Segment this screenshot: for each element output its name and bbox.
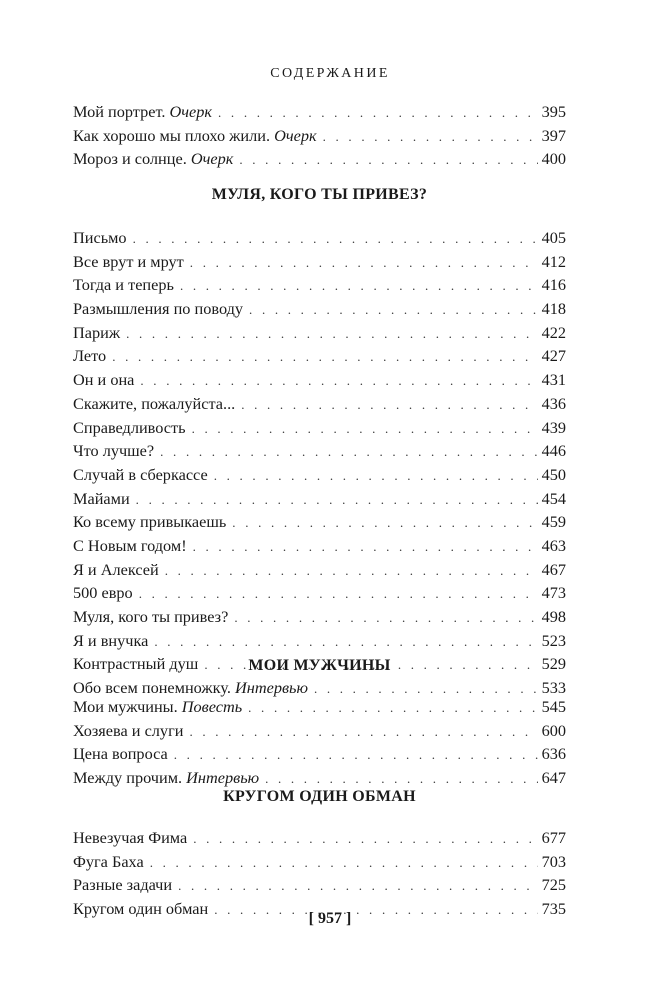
dot-leader [232,511,537,535]
entry-title-text: Муля, кого ты привез? [73,607,229,626]
toc-section-essays [73,100,566,171]
dot-leader [189,720,537,744]
dot-leader [150,851,538,875]
entry-title-text: Между прочим. [73,768,183,788]
dot-leader [112,345,537,369]
entry-title-text: Мороз и солнце. [73,149,187,169]
dot-leader [160,440,537,464]
entry-title [73,100,212,124]
toc-entry [73,605,566,629]
toc-entry [73,719,566,743]
toc-entry [73,826,566,850]
toc-entry [73,558,566,582]
entry-page-number: 467 [541,559,566,579]
entry-title-text: Цена вопроса [73,744,168,764]
toc-entry [73,392,566,416]
entry-page-number: 463 [541,535,566,555]
dot-leader [136,488,538,512]
entry-title-text: Ко всему привыкаешь [73,512,227,532]
entry-title [73,392,235,416]
entry-page-number: 405 [541,228,566,247]
entry-page-number: 446 [541,441,566,461]
toc-section-men [73,655,566,790]
entry-title-text: Он и она [73,370,135,390]
dot-leader [193,827,537,851]
entry-title [73,416,186,440]
toc-entry [73,273,566,297]
entry-title [73,439,154,463]
entry-title [73,534,187,558]
toc-section-mulya [73,184,566,700]
entry-title [73,581,133,605]
entry-title-text: Майами [73,488,130,508]
toc-entry [73,510,566,534]
entry-title-text: Контрастный душ [73,654,199,674]
entry-title-text: Я и внучка [73,630,149,650]
toc-entry [73,124,566,148]
entry-title-text: Все врут и мрут [73,251,184,271]
entry-title [73,695,242,719]
dot-leader [140,369,537,393]
dot-leader [133,227,538,251]
entry-page-number: 450 [541,464,566,484]
entry-title [73,719,183,743]
toc-entries [73,695,566,790]
toc-entry [73,147,566,171]
entry-title [73,873,172,897]
entry-title [73,510,226,534]
entry-page-number: 431 [541,370,566,390]
entry-page-number: 636 [541,744,566,764]
entry-genre: Повесть [181,697,243,716]
toc-entry [73,629,566,653]
entry-title-text: Мои мужчины. [73,697,178,716]
toc-entry [73,742,566,766]
toc-entry [73,368,566,392]
entry-title-text: Случай в сберкассе [73,464,208,484]
toc-entry [73,344,566,368]
dot-leader [249,298,538,322]
entry-title [73,605,228,629]
toc-entry [73,321,566,345]
entry-title [73,826,187,850]
dot-leader [180,274,538,298]
entry-page-number: 436 [541,393,566,413]
entry-title [73,297,243,321]
toc-entry [73,297,566,321]
entry-page-number: 416 [541,275,566,295]
dot-leader [139,582,538,606]
toc-entry [73,463,566,487]
entry-title-text: Фуга Баха [73,851,144,871]
entry-title [73,850,144,874]
entry-genre: Интервью [186,768,260,788]
dot-leader [248,696,537,720]
entry-title-text: Париж [73,322,121,342]
entry-title [73,250,184,274]
entry-title [73,463,208,487]
entry-genre: Очерк [169,102,213,121]
entry-title-text: Лето [73,346,107,366]
entry-title [73,273,174,297]
toc-entry [73,100,566,124]
dot-leader [234,606,537,630]
entry-page-number: 439 [541,417,566,437]
entry-page-number: 647 [541,768,566,788]
toc-entries [73,100,566,171]
toc-section-deception [73,786,566,921]
dot-leader [154,630,537,654]
entry-title-text: Письмо [73,228,127,247]
entry-page-number: 395 [541,102,566,121]
dot-leader [126,322,537,346]
entry-page-number: 498 [541,607,566,626]
dot-leader [239,148,537,172]
toc-entry [73,850,566,874]
entry-title [73,368,134,392]
dot-leader [193,535,538,559]
entry-page-number: 533 [541,678,566,698]
entry-genre: Очерк [190,149,234,169]
entry-page-number: 473 [541,583,566,603]
toc-entry [73,487,566,511]
entry-page-number: 400 [541,149,566,169]
toc-entry [73,226,566,250]
toc-entries [73,226,566,700]
entry-title-text: Что лучше? [73,441,155,461]
entry-page-number: 703 [541,851,566,871]
dot-leader [214,464,538,488]
entry-title [73,147,233,171]
entry-page-number: 677 [541,828,566,847]
toc-entries [73,826,566,921]
entry-page-number: 529 [541,654,566,674]
entry-title [73,558,159,582]
entry-genre: Интервью [235,678,308,698]
toc-entry [73,873,566,897]
toc-entry [73,534,566,558]
entry-title [73,321,120,345]
entry-page-number: 523 [541,630,566,650]
entry-title-text: Я и Алексей [73,559,159,579]
dot-leader [218,101,538,125]
entry-title [73,742,168,766]
entry-title [73,487,130,511]
toc-entry [73,439,566,463]
section-heading: МОИ МУЖЧИНЫ [248,657,391,674]
entry-page-number: 397 [541,125,566,145]
running-head: СОДЕРЖАНИЕ [270,66,390,81]
toc-entry [73,695,566,719]
entry-page-number: 600 [541,720,566,740]
entry-page-number: 454 [541,488,566,508]
entry-page-number: 418 [541,299,566,319]
entry-title-text: Кругом один обман [73,899,209,919]
entry-title-text: Невезучая Фима [73,828,188,847]
entry-title-text: Мой портрет. [73,102,166,121]
entry-title-text: Хозяева и слуги [73,720,184,740]
dot-leader [174,743,538,767]
entry-page-number: 422 [541,322,566,342]
entry-title-text: Тогда и теперь [73,275,174,295]
section-heading: КРУГОМ ОДИН ОБМАН [223,788,416,805]
dot-leader [165,559,538,583]
toc-entry [73,416,566,440]
dot-leader [241,393,537,417]
entry-title-text: Скажите, пожалуйста... [73,393,236,413]
entry-genre: Очерк [274,125,317,145]
toc-entry [73,250,566,274]
entry-title-text: Как хорошо мы плохо жили. [73,125,271,145]
page-number: [ 957 ] [308,910,352,927]
entry-title-text: Разные задачи [73,875,173,895]
entry-title-text: С Новым годом! [73,535,187,555]
entry-page-number: 459 [541,512,566,532]
entry-page-number: 735 [541,899,566,919]
dot-leader [192,417,538,441]
dot-leader [190,251,538,275]
entry-title-text: Справедливость [73,417,186,437]
entry-page-number: 545 [541,697,566,716]
entry-title-text: Размышления по поводу [73,299,244,319]
dot-leader [178,874,537,898]
toc-entry [73,581,566,605]
entry-title-text: Обо всем понемножку. [73,678,231,698]
entry-page-number: 427 [541,346,566,366]
dot-leader [323,125,538,149]
section-heading: МУЛЯ, КОГО ТЫ ПРИВЕЗ? [211,186,428,203]
entry-title [73,124,317,148]
entry-page-number: 725 [541,875,566,895]
entry-title [73,344,106,368]
entry-title [73,226,127,250]
entry-page-number: 412 [541,251,566,271]
entry-title-text: 500 евро [73,583,133,603]
entry-title [73,629,148,653]
